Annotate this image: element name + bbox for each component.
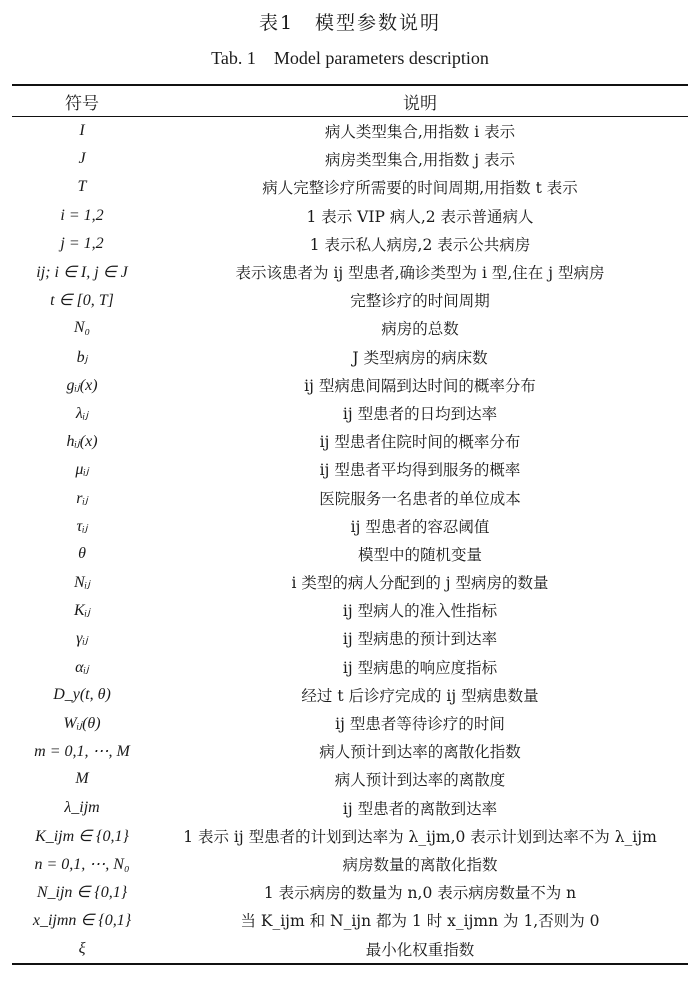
table-row [12,822,688,850]
table-row [12,314,688,342]
table-row [12,512,688,540]
row-description: ij 型病患间隔到达时间的概率分布 [304,376,536,395]
row-description: 1 表示病房的数量为 n,0 表示病房数量不为 n [263,884,577,903]
row-description: 病房类型集合,用指数 j 表示 [324,151,516,170]
table-row [12,343,688,371]
parameters-table [12,84,688,965]
row-symbol: rᵢⱼ [76,489,88,507]
row-symbol: bⱼ [76,348,88,366]
row-symbol: K_ijm ∈ {0,1} [35,827,129,845]
row-description: i 类型的病人分配到的 j 型病房的数量 [291,574,549,593]
row-description: 医院服务一名患者的单位成本 [319,489,521,508]
row-description: 1 表示 ij 型患者的计划到达率为 λ_ijm,0 表示计划到达率不为 λ_ijm [183,827,657,846]
table-row [12,850,688,878]
row-symbol: x_ijmn ∈ {0,1} [32,912,132,930]
row-description: 当 K_ijm 和 N_ijn 都为 1 时 x_ijmn 为 1,否则为 0 [240,912,600,931]
header-symbol: 符号 [12,85,152,117]
row-description: ij 型病患的响应度指标 [342,658,498,677]
table-row [12,399,688,427]
table-row [12,173,688,201]
row-description: 病房数量的离散化指数 [342,855,498,874]
row-description: ij 型患者平均得到服务的概率 [319,461,521,480]
row-symbol: λᵢⱼ [75,404,89,422]
table-row [12,230,688,258]
row-description: ij 型患者住院时间的概率分布 [319,433,521,452]
row-symbol: γᵢⱼ [76,630,88,648]
row-description: 病人预计到达率的离散度 [334,771,506,790]
table-row [12,286,688,314]
row-symbol: J [78,150,86,168]
row-symbol: gᵢⱼ(x) [66,376,98,394]
row-symbol: N_ijn ∈ {0,1} [36,884,128,902]
row-description: ij 型患者的日均到达率 [342,404,498,423]
row-symbol: D_y(t, θ) [53,685,111,703]
table-row [12,906,688,934]
row-description: 经过 t 后诊疗完成的 ij 型病患数量 [301,686,539,705]
row-symbol: μᵢⱼ [75,461,89,479]
table-row [12,371,688,399]
table-row [12,596,688,624]
row-description: 完整诊疗的时间周期 [350,292,490,311]
row-description: J 类型病房的病床数 [352,348,488,367]
table-row [12,258,688,286]
table-caption-english: Tab. 1 Model parameters description [211,48,489,68]
row-symbol: n = 0,1, ⋯, N₀ [34,855,130,873]
table-row [12,117,688,146]
table-row [12,540,688,568]
table-row [12,934,688,963]
table-row [12,624,688,652]
row-description: ij 型病人的准入性指标 [342,602,498,621]
table-row [12,794,688,822]
row-symbol: T [77,178,87,196]
table-row [12,483,688,511]
table-row [12,709,688,737]
row-symbol: θ [78,544,86,562]
row-description: 病人类型集合,用指数 i 表示 [324,123,516,142]
row-description: 1 表示私人病房,2 表示公共病房 [309,235,531,254]
row-symbol: t ∈ [0, T] [50,292,114,310]
row-symbol: λ_ijm [64,798,100,816]
table-row [12,765,688,793]
table-row [12,737,688,765]
table-header-row [12,85,688,117]
row-description: 病房的总数 [381,320,459,339]
table-row [12,681,688,709]
table-row [12,568,688,596]
table-body [12,117,688,964]
table-row [12,878,688,906]
row-description: 表示该患者为 ij 型患者,确诊类型为 i 型,住在 j 型病房 [235,264,605,283]
row-symbol: τᵢⱼ [76,517,88,535]
header-description: 说明 [152,85,688,117]
table-row [12,202,688,230]
row-description: 病人预计到达率的离散化指数 [319,743,521,762]
row-description: ij 型患者的离散到达率 [342,799,498,818]
row-symbol: N₀ [73,319,91,337]
row-symbol: hᵢⱼ(x) [66,433,98,451]
row-symbol: ij; i ∈ I, j ∈ J [36,264,128,282]
table-row [12,427,688,455]
row-symbol: i = 1,2 [60,206,104,224]
row-symbol: Wᵢⱼ(θ) [63,715,101,733]
table-caption-chinese: 表1 模型参数说明 [258,12,442,34]
row-description: 最小化权重指数 [365,940,475,959]
row-description: 病人完整诊疗所需要的时间周期,用指数 t 表示 [262,179,578,198]
row-description: ij 型病患的预计到达率 [342,630,498,649]
row-description: 1 表示 VIP 病人,2 表示普通病人 [306,207,534,226]
row-description: 模型中的随机变量 [357,545,482,564]
table-row [12,653,688,681]
row-symbol: I [79,122,85,140]
row-symbol: Nᵢⱼ [74,574,90,592]
row-description: ij 型患者等待诊疗的时间 [335,715,505,734]
row-symbol: m = 0,1, ⋯, M [34,743,130,761]
row-symbol: ξ [78,939,86,957]
row-symbol: αᵢⱼ [75,658,89,676]
row-symbol: M [75,770,89,788]
row-symbol: j = 1,2 [60,234,104,252]
table-row [12,455,688,483]
table-row [12,145,688,173]
row-symbol: Kᵢⱼ [74,602,90,620]
row-description: ij 型患者的容忍阈值 [350,517,490,536]
